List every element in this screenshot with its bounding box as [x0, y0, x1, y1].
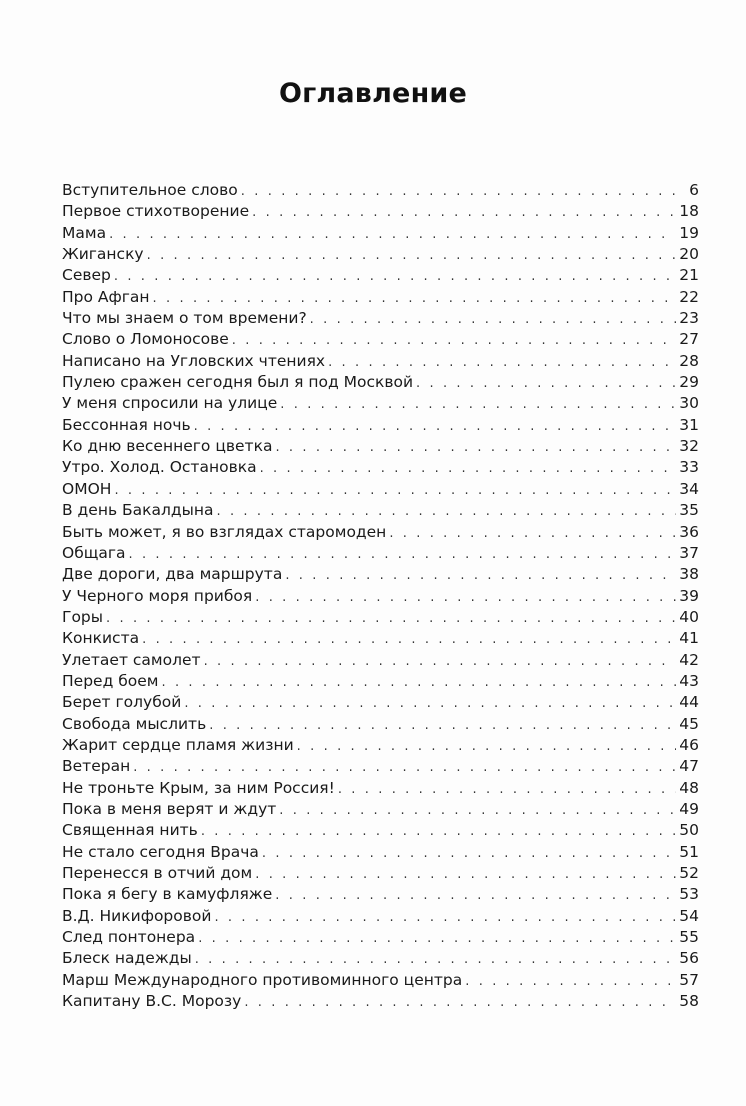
toc-entry	[62, 650, 699, 671]
toc-entry-page-number: 30	[679, 394, 699, 413]
toc-entry-title: У Черного моря прибоя	[62, 586, 253, 605]
toc-entry-title: Две дороги, два маршрута	[62, 565, 283, 584]
dot-leader	[129, 544, 677, 565]
toc-entry-title: Первое стихотворение	[62, 202, 250, 221]
toc-entry	[62, 543, 699, 564]
dot-leader	[114, 480, 676, 501]
toc-entry-title: Не троньте Крым, за ним Россия!	[62, 778, 335, 797]
toc-entry-title: След понтонера	[62, 928, 196, 947]
toc-entry-title: Что мы знаем о том времени?	[62, 309, 307, 328]
toc-entry-page-number: 56	[679, 949, 699, 968]
dot-leader	[328, 352, 676, 373]
toc-entry-title: Вступительное слово	[62, 181, 238, 199]
toc-entry-page-number: 46	[679, 735, 699, 754]
toc-entry-page-number: 39	[679, 586, 699, 605]
dot-leader	[338, 779, 676, 800]
toc-entry-page-number: 33	[679, 458, 699, 477]
toc-entry-page-number: 23	[679, 309, 699, 328]
toc-entry	[62, 692, 699, 713]
dot-leader	[275, 437, 676, 458]
toc-entry-page-number: 6	[689, 181, 699, 199]
toc-entry-title: В.Д. Никифоровой	[62, 906, 212, 925]
dot-leader	[153, 288, 677, 309]
toc-entry-title: Бессонная ночь	[62, 415, 191, 434]
toc-entry	[62, 244, 699, 265]
toc-entry	[62, 564, 699, 585]
dot-leader	[201, 821, 676, 842]
toc-entry	[62, 714, 699, 735]
toc-entry-page-number: 34	[679, 479, 699, 498]
toc-entry-page-number: 18	[679, 202, 699, 221]
toc-entry	[62, 628, 699, 649]
toc-entry	[62, 522, 699, 543]
dot-leader	[195, 949, 677, 970]
toc-entry-title: Не стало сегодня Врача	[62, 842, 259, 861]
dot-leader	[204, 651, 677, 672]
toc-entry-page-number: 42	[679, 650, 699, 669]
dot-leader	[255, 864, 676, 885]
toc-entry-page-number: 27	[679, 330, 699, 349]
toc-entry-page-number: 29	[679, 373, 699, 392]
toc-entry-page-number: 35	[679, 501, 699, 520]
toc-entry-title: Жиганску	[62, 245, 144, 264]
toc-entry-title: У меня спросили на улице	[62, 394, 278, 413]
table-of-contents	[62, 180, 699, 1012]
toc-entry-page-number: 20	[679, 245, 699, 264]
toc-entry-title: Пока я бегу в камуфляже	[62, 885, 273, 904]
dot-leader	[147, 245, 677, 266]
toc-entry-page-number: 50	[679, 821, 699, 840]
dot-leader	[275, 885, 676, 906]
toc-entry	[62, 778, 699, 799]
dot-leader	[244, 992, 676, 1013]
toc-entry-page-number: 41	[679, 629, 699, 648]
toc-entry-page-number: 45	[679, 714, 699, 733]
dot-leader	[209, 715, 676, 736]
toc-entry	[62, 948, 699, 969]
toc-entry	[62, 351, 699, 372]
dot-leader	[297, 736, 677, 757]
toc-entry-title: Священная нить	[62, 821, 198, 840]
toc-entry	[62, 287, 699, 308]
toc-entry-page-number: 57	[679, 970, 699, 989]
toc-entry-title: Ко дню весеннего цветка	[62, 437, 273, 456]
toc-entry-page-number: 43	[679, 671, 699, 690]
toc-entry-title: Утро. Холод. Остановка	[62, 458, 257, 477]
toc-entry	[62, 927, 699, 948]
toc-entry	[62, 265, 699, 286]
toc-entry	[62, 842, 699, 863]
toc-entry-title: Берет голубой	[62, 693, 182, 712]
toc-entry-page-number: 44	[679, 693, 699, 712]
toc-entry-title: Ветеран	[62, 757, 131, 776]
dot-leader	[194, 416, 677, 437]
toc-entry	[62, 586, 699, 607]
dot-leader	[280, 394, 676, 415]
toc-entry-title: Мама	[62, 223, 107, 242]
toc-entry	[62, 863, 699, 884]
toc-entry-page-number: 38	[679, 565, 699, 584]
toc-entry-page-number: 31	[679, 415, 699, 434]
dot-leader	[198, 928, 676, 949]
toc-entry	[62, 329, 699, 350]
dot-leader	[161, 672, 676, 693]
toc-entry-title: Жарит сердце пламя жизни	[62, 735, 294, 754]
toc-entry-title: Север	[62, 266, 111, 285]
dot-leader	[109, 224, 676, 245]
toc-entry-title: Конкиста	[62, 629, 140, 648]
toc-entry-title: Написано на Угловских чтениях	[62, 351, 326, 370]
toc-entry-page-number: 52	[679, 864, 699, 882]
toc-entry-title: Про Афган	[62, 287, 150, 306]
toc-entry	[62, 906, 699, 927]
toc-entry	[62, 180, 699, 201]
toc-entry	[62, 991, 699, 1012]
toc-entry-page-number: 58	[679, 992, 699, 1011]
toc-entry	[62, 884, 699, 905]
dot-leader	[465, 971, 676, 992]
toc-entry-page-number: 36	[679, 522, 699, 541]
toc-entry	[62, 500, 699, 521]
dot-leader	[416, 373, 676, 394]
toc-entry-title: Пока в меня верят и ждут	[62, 799, 277, 818]
toc-entry	[62, 436, 699, 457]
toc-entry	[62, 970, 699, 991]
dot-leader	[241, 181, 686, 202]
toc-entry-title: Улетает самолет	[62, 650, 201, 669]
toc-entry-title: Слово о Ломоносове	[62, 330, 229, 349]
dot-leader	[310, 309, 677, 330]
toc-entry-title: Капитану В.С. Морозу	[62, 992, 242, 1011]
toc-entry-title: ОМОН	[62, 479, 112, 498]
dot-leader	[285, 565, 676, 586]
toc-entry-page-number: 51	[679, 842, 699, 861]
dot-leader	[389, 523, 676, 544]
toc-entry-title: Пулею сражен сегодня был я под Москвой	[62, 373, 414, 392]
dot-leader	[133, 757, 676, 778]
dot-leader	[184, 693, 676, 714]
page-title: Оглавление	[278, 78, 468, 109]
toc-entry	[62, 308, 699, 329]
toc-entry-page-number: 54	[679, 906, 699, 925]
dot-leader	[260, 458, 677, 479]
dot-leader	[255, 587, 676, 608]
toc-entry-page-number: 19	[679, 223, 699, 242]
toc-entry	[62, 671, 699, 692]
toc-entry-title: Горы	[62, 607, 104, 626]
toc-entry-title: Перед боем	[62, 671, 159, 690]
toc-entry-title: Быть может, я во взглядах старомоден	[62, 522, 387, 541]
toc-entry-page-number: 47	[679, 757, 699, 776]
toc-entry-page-number: 22	[679, 287, 699, 306]
dot-leader	[217, 501, 677, 522]
toc-entry-title: Свобода мыслить	[62, 714, 207, 733]
dot-leader	[114, 266, 676, 287]
dot-leader	[252, 202, 676, 223]
toc-entry-page-number: 53	[679, 885, 699, 904]
toc-entry	[62, 735, 699, 756]
dot-leader	[214, 907, 676, 928]
toc-entry-page-number: 21	[679, 266, 699, 285]
dot-leader	[232, 330, 676, 351]
toc-entry-title: Марш Международного противоминного центра	[62, 970, 463, 989]
toc-entry	[62, 457, 699, 478]
toc-entry	[62, 479, 699, 500]
toc-entry	[62, 799, 699, 820]
toc-entry	[62, 607, 699, 628]
toc-entry-page-number: 55	[679, 928, 699, 947]
toc-entry-title: В день Бакалдына	[62, 501, 214, 520]
toc-entry-title: Общага	[62, 543, 126, 562]
toc-entry-title: Блеск надежды	[62, 949, 192, 968]
toc-entry	[62, 393, 699, 414]
dot-leader	[279, 800, 676, 821]
dot-leader	[142, 629, 676, 650]
toc-entry	[62, 201, 699, 222]
toc-entry-page-number: 28	[679, 351, 699, 370]
toc-entry-page-number: 48	[679, 778, 699, 797]
toc-entry	[62, 820, 699, 841]
dot-leader	[106, 608, 676, 629]
toc-entry	[62, 756, 699, 777]
toc-entry	[62, 223, 699, 244]
toc-entry-page-number: 40	[679, 607, 699, 626]
dot-leader	[262, 843, 676, 864]
toc-entry	[62, 372, 699, 393]
toc-entry-page-number: 32	[679, 437, 699, 456]
toc-entry	[62, 415, 699, 436]
toc-entry-page-number: 49	[679, 799, 699, 818]
toc-entry-title: Перенесся в отчий дом	[62, 864, 253, 882]
toc-entry-page-number: 37	[679, 543, 699, 562]
